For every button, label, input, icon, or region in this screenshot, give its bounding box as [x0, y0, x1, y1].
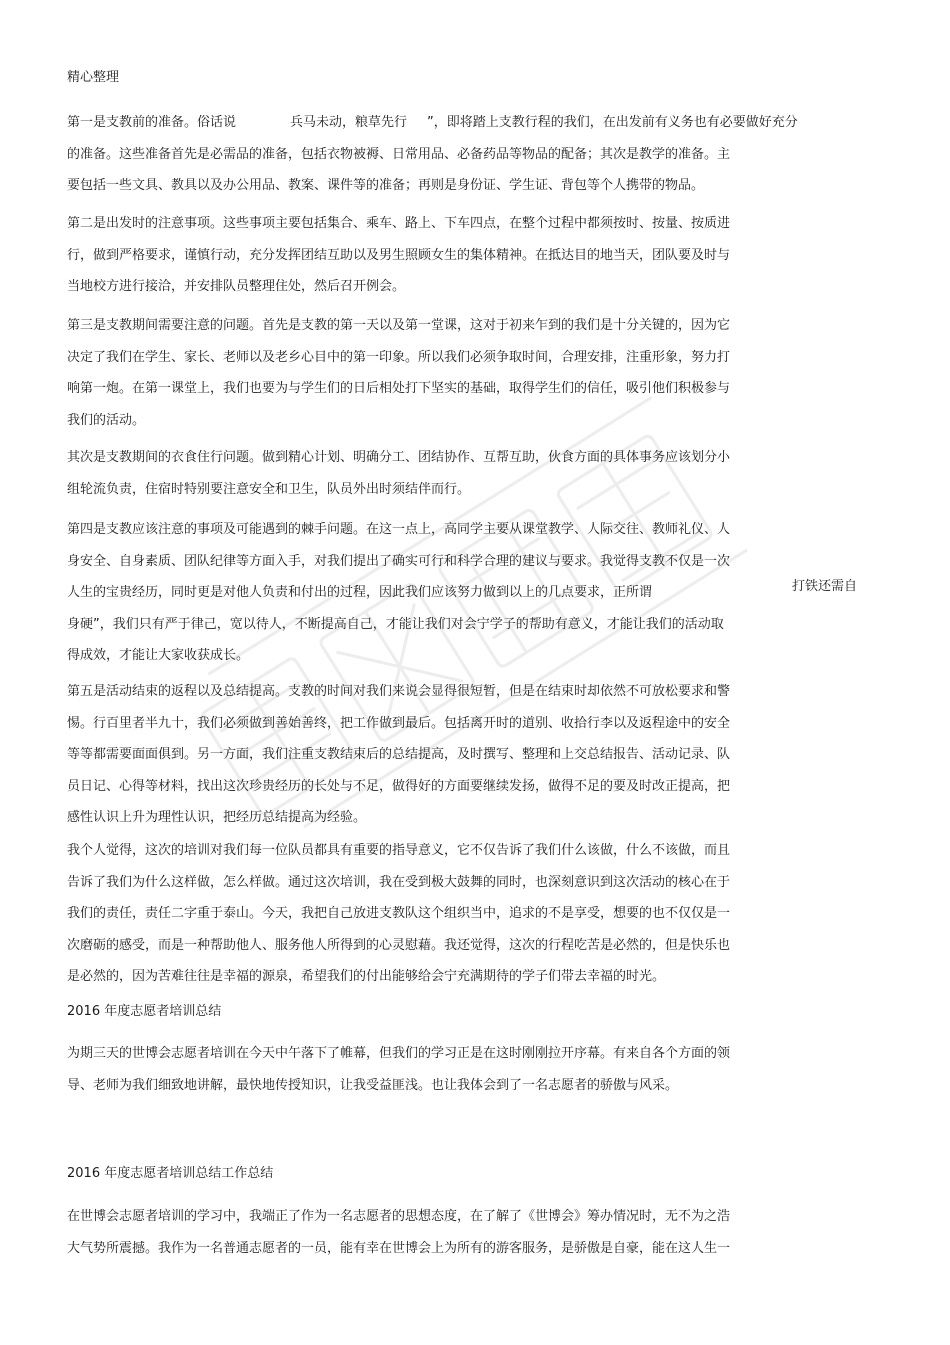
paragraph-expo-training: [67, 1038, 787, 1101]
text-line: 要包括一些文具、教具以及办公用品、教案、课件等的准备；再则是身份证、学生证、背包等个人携带的物品。: [67, 178, 705, 193]
text-line: 感性认识上升为理性认识，把经历总结提高为经验。: [67, 810, 367, 825]
text-line: 我们的责任，责任二字重于泰山。今天，我把自己放进支教队这个组织当中，追求的不是享受，想要的也不仅仅是一: [67, 906, 731, 921]
floating-text-fragment: 打铁还需自: [792, 579, 858, 594]
text-line: 行，做到严格要求，谨慎行动，充分发挥团结互助以及男生照顾女生的集体精神。在抵达目的地当天，团队要及时与: [67, 247, 731, 263]
text-line: 决定了我们在学生、家长、老师以及老乡心目中的第一印象。所以我们必须争取时间，合理安排，注重形象，努力打: [67, 349, 731, 365]
text-line: 告诉了我们为什么这样做，怎么样做。通过这次培训，我在受到极大鼓舞的同时，也深刻意识到这次活动的核心在于: [67, 874, 731, 890]
paragraph-difficult-issues: [67, 514, 787, 672]
paragraph-return-summary: [67, 676, 787, 834]
text-line: 在世博会志愿者培训的学习中，我端正了作为一名志愿者的思想态度，在了解了《世博会》筹办情况时，无不为之浩: [67, 1209, 731, 1224]
text-line: 其次是支教期间的衣食住行问题。做到精心计划、明确分工、团结协作、互帮互助，伙食方面的具体事务应该划分小: [67, 450, 731, 465]
text-line: 的准备。这些准备首先是必需品的准备，包括衣物被褥、日常用品、必备药品等物品的配备；其次是教学的准备。主: [67, 146, 731, 162]
page-header: 精心整理: [67, 70, 120, 85]
paragraph-expo-study: [67, 1201, 787, 1264]
text-line: 身安全、自身素质、团队纪律等方面入手，对我们提出了确实可行和科学合理的建议与要求。我觉得支教不仅是一次: [67, 553, 731, 569]
text-line: 为期三天的世博会志愿者培训在今天中午落下了帷幕，但我们的学习正是在这时刚刚拉开序幕。有来自各个方面的领: [67, 1046, 731, 1061]
paragraph-personal-reflection: [67, 835, 787, 993]
text-line: 第一是支教前的准备。俗话说 兵马未动，粮草先行 ”，即将踏上支教行程的我们，在出发前有义务也有必要做好充分: [67, 115, 798, 130]
text-line: 第四是支教应该注意的事项及可能遇到的棘手问题。在这一点上，高同学主要从课堂教学、人际交往、教师礼仪、人: [67, 522, 731, 537]
text-line: 惕。行百里者半九十，我们必须做到善始善终，把工作做到最后。包括离开时的道别、收拾行李以及返程途中的安全: [67, 715, 731, 731]
paragraph-preparation: [67, 107, 798, 202]
text-line: 员日记、心得等材料，找出这次珍贵经历的长处与不足，做得好的方面要继续发扬，做得不足的要及时改正提高，把: [67, 778, 731, 794]
text-line: 次磨砺的感受，而是一种帮助他人、服务他人所得到的心灵慰藉。我还觉得，这次的行程吃苦是必然的，但是快乐也: [67, 937, 731, 953]
text-line: 身硬”，我们只有严于律己，宽以待人，不断提高自己，才能让我们对会宁学子的帮助有意义，才能让我们的活动取: [67, 616, 724, 632]
text-line: 第五是活动结束的返程以及总结提高。支教的时间对我们来说会显得很短暂，但是在结束时却依然不可放松要求和警: [67, 684, 731, 699]
text-line: 人生的宝贵经历，同时更是对他人负责和付出的过程，因此我们应该努力做到以上的几点要求，正所谓: [67, 585, 653, 600]
text-line: 响第一炮。在第一课堂上，我们也要为与学生们的日后相处打下坚实的基础，取得学生们的信任，吸引他们积极参与: [67, 381, 731, 396]
paragraph-departure: [67, 208, 787, 303]
text-line: 大气势所震撼。我作为一名普通志愿者的一员，能有幸在世博会上为所有的游客服务，是骄傲是自豪，能在这人生一: [67, 1240, 731, 1256]
text-line: 当地校方进行接洽，并安排队员整理住处，然后召开例会。: [67, 279, 406, 294]
paragraph-daily-life: [67, 442, 787, 505]
section-heading: 2016 年度志愿者培训总结: [67, 1004, 222, 1019]
text-line: 导、老师为我们细致地讲解，最快地传授知识，让我受益匪浅。也让我体会到了一名志愿者的骄傲与风采。: [67, 1077, 679, 1093]
text-line: 等等都需要面面俱到。另一方面，我们注重支教结束后的总结提高，及时撰写、整理和上交总结报告、活动记录、队: [67, 747, 731, 762]
text-line: 第二是出发时的注意事项。这些事项主要包括集合、乘车、路上、下车四点，在整个过程中都须按时、按量、按质进: [67, 216, 731, 231]
paragraph-teaching-period: [67, 310, 787, 436]
text-line: 是必然的，因为苦难往往是幸福的源泉，希望我们的付出能够给会宁充满期待的学子们带去幸福的时光。: [67, 969, 666, 984]
text-line: 我个人觉得，这次的培训对我们每一位队员都具有重要的指导意义，它不仅告诉了我们什么该做，什么不该做，而且: [67, 843, 731, 858]
section-heading: 2016 年度志愿者培训总结工作总结: [67, 1166, 274, 1181]
text-line: 第三是支教期间需要注意的问题。首先是支教的第一天以及第一堂课，这对于初来乍到的我们是十分关键的，因为它: [67, 318, 731, 333]
text-line: 组轮流负责，住宿时特别要注意安全和卫生，队员外出时须结伴而行。: [67, 481, 471, 497]
text-line: 我们的活动。: [67, 412, 146, 428]
text-line: 得成效，才能让大家收获成长。: [67, 648, 250, 663]
